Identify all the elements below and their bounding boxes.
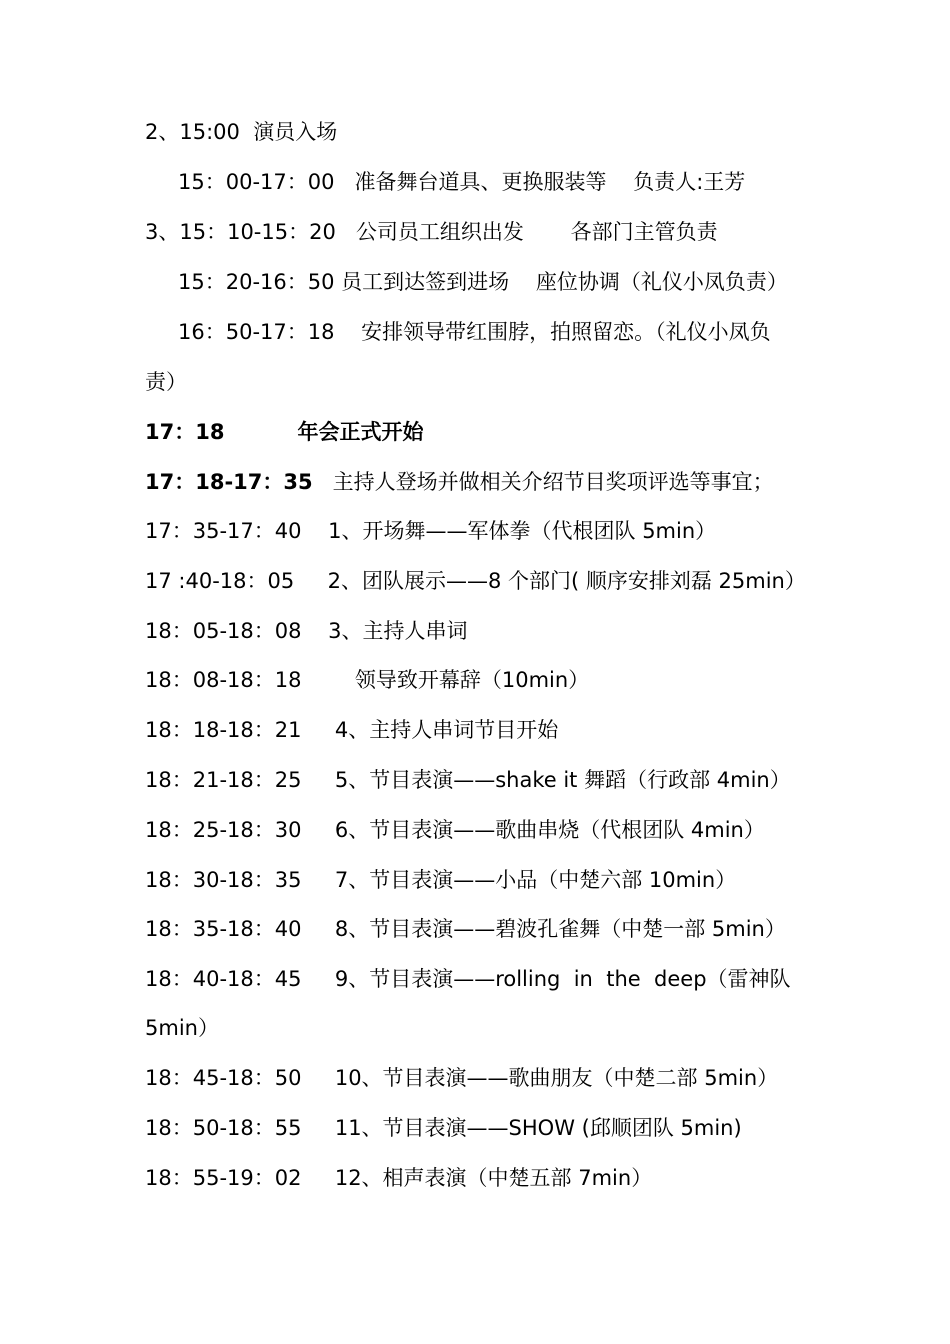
schedule-line-program-7: 18：30-18：35 7、节目表演——小品（中楚六部 10min） xyxy=(145,868,737,892)
schedule-line-staff-depart: 3、15：10-15：20 公司员工组织出发 各部门主管负责 xyxy=(145,220,718,244)
schedule-line-leaders-photo: 16：50-17：18 安排领导带红围脖，拍照留恋。（礼仪小凤负 xyxy=(178,320,771,344)
schedule-line-program-10: 18：45-18：50 10、节目表演——歌曲朋友（中楚二部 5min） xyxy=(145,1066,779,1090)
schedule-line-program-9: 18：40-18：45 9、节目表演——rolling in the deep（雷神队 xyxy=(145,967,791,991)
schedule-line-program-9-cont: 5min） xyxy=(145,1016,219,1040)
schedule-line-program-11: 18：50-18：55 11、节目表演——SHOW (邱顺团队 5min) xyxy=(145,1116,742,1140)
schedule-line-stage-prep: 15：00-17：00 准备舞台道具、更换服装等 负责人:王芳 xyxy=(178,170,746,194)
schedule-line-host-intro xyxy=(145,468,774,496)
schedule-line-leaders-photo-cont: 责） xyxy=(145,370,187,394)
host-intro-text: 主持人登场并做相关介绍节目奖项评选等事宜； xyxy=(312,470,774,494)
schedule-line-program-5: 18：21-18：25 5、节目表演——shake it 舞蹈（行政部 4min） xyxy=(145,768,791,792)
schedule-line-program-12: 18：55-19：02 12、相声表演（中楚五部 7min） xyxy=(145,1166,653,1190)
schedule-line-host-link-2: 18：18-18：21 4、主持人串词节目开始 xyxy=(145,718,559,742)
schedule-line-staff-signin: 15：20-16：50 员工到达签到进场 座位协调（礼仪小凤负责） xyxy=(178,270,788,294)
host-intro-time: 17：18-17：35 xyxy=(145,470,313,494)
schedule-line-program-6: 18：25-18：30 6、节目表演——歌曲串烧（代根团队 4min） xyxy=(145,818,765,842)
schedule-line-opening-speech: 18：08-18：18 领导致开幕辞（10min） xyxy=(145,668,590,692)
schedule-line-host-link-1: 18：05-18：08 3、主持人串词 xyxy=(145,619,468,643)
schedule-line-team-show: 17 :40-18：05 2、团队展示——8 个部门( 顺序安排刘磊 25min） xyxy=(145,569,806,593)
section-heading-gala-start: 17：18 年会正式开始 xyxy=(145,420,424,444)
schedule-line-program-8: 18：35-18：40 8、节目表演——碧波孔雀舞（中楚一部 5min） xyxy=(145,917,786,941)
schedule-line-actors-entry: 2、15:00 演员入场 xyxy=(145,120,338,144)
schedule-line-opening-dance: 17：35-17：40 1、开场舞——军体拳（代根团队 5min） xyxy=(145,519,717,543)
